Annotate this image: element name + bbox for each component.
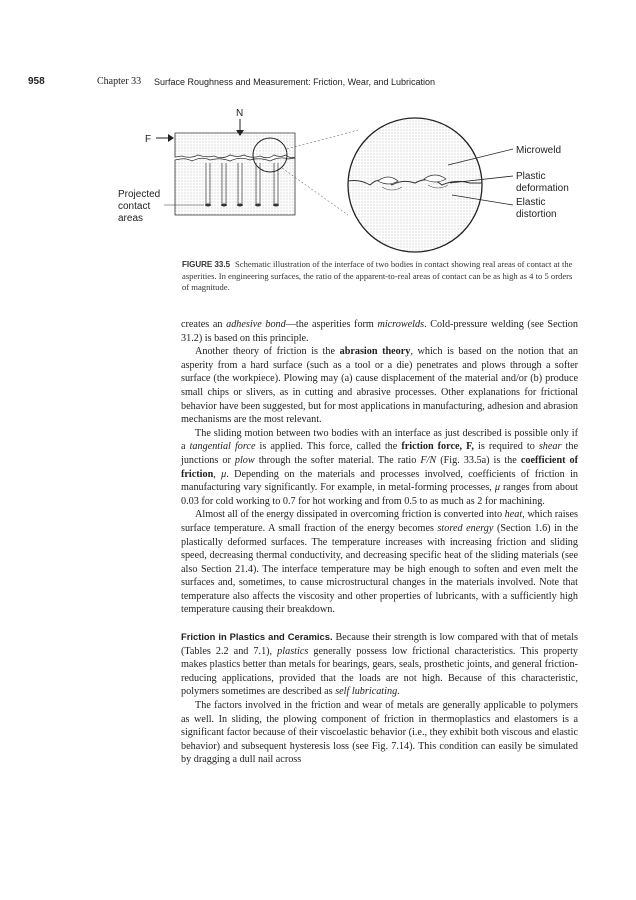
upper-body xyxy=(175,133,295,158)
section-heading: Friction in Plastics and Ceramics. xyxy=(181,631,333,643)
paragraph-3: The sliding motion between two bodies with an interface as just described is possible only if a tangential force is applied. This force, called the friction force, F, is required to shear the junctions or plow through the softer material. The ratio F/N (Fig. 33.5a) is the coefficient of friction, μ. Depending on the materials and processes involved, coefficients of friction in manufacturing vary significantly. For example, in metal-forming processes, μ ranges from about 0.03 for cold working to 0.7 for hot working and from 0.5 to as much as 2 for machining. xyxy=(181,427,579,507)
projected-label-1: Projected xyxy=(118,189,161,200)
lower-body xyxy=(175,158,295,215)
friction-force-label: F xyxy=(145,134,152,145)
paragraph-5-text: Because their strength is low compared with that of metals (Tables 2.2 and 7.1), plastics generally possess low frictional characteristics. This property makes plastics better than metals for bearings, gears, seals, prosthetic joints, and general friction-reducing applications, provided that the loads are not high. Because of this characteristic, polymers sometimes are described as self lubricating. xyxy=(181,632,579,698)
microweld-label: Microweld xyxy=(516,145,562,156)
normal-force-label: N xyxy=(236,108,244,119)
page-header xyxy=(28,76,608,87)
contact-interface-figure xyxy=(118,105,590,255)
page-number: 958 xyxy=(28,76,45,87)
running-title: Surface Roughness and Measurement: Friction, Wear, and Lubrication xyxy=(154,77,435,87)
elastic-label-1: Elastic xyxy=(516,197,546,208)
projected-label-3: areas xyxy=(118,213,144,224)
chapter-label: Chapter 33 xyxy=(97,76,142,87)
plastic-label-1: Plastic xyxy=(516,171,546,182)
paragraph-2: Another theory of friction is the abrasion theory, which is based on the notion that an asperity from a hard surface (such as a tool or a die) penetrates and plows through a softer surface (the workpiece). Plowing may (a) cause displacement of the material and/or (b) produce small chips or slivers, as in cutting and abrasive processes. Other explanations for frictional behavior have been suggested, but for most applications in manufacturing, adhesion and abrasion mechanisms are the most relevant. xyxy=(181,346,579,426)
plastic-label-2: deformation xyxy=(516,183,569,194)
paragraph-6: The factors involved in the friction and wear of metals are generally applicable to polymers as well. In sliding, the plowing component of friction in thermoplastics and elastomers is a significant factor because of their viscoelastic behavior (i.e., they exhibit both viscous and elastic behavior) and subsequent hysteresis loss (see Fig. 7.14). This condition can easily be simulated by dragging a dull nail across xyxy=(181,700,578,766)
body-text xyxy=(181,318,578,767)
caption-text: Schematic illustration of the interface of two bodies in contact showing real areas of contact at the asperities. In engineering surfaces, the ratio of the apparent-to-real areas of contact can be as high as 4 to 5 orders of magnitude. xyxy=(182,259,573,292)
elastic-label-2: distortion xyxy=(516,209,557,220)
magnified-circle xyxy=(348,118,482,252)
paragraph-4: Almost all of the energy dissipated in overcoming friction is converted into heat, which raises surface temperature. A small fraction of the energy becomes stored energy (Section 1.6) in the plastically deformed surfaces. The temperature increases with increasing friction and sliding speed, decreasing thermal conductivity, and decreasing specific heat of the sliding materials (see also Section 21.4). The interface temperature may be high enough to soften and even melt the surfaces and, sometimes, to cause microstructural changes in the materials involved. Note that temperature also affects the viscosity and other properties of lubricants, with a sufficiently high temperature causing their breakdown. xyxy=(181,509,579,616)
projected-label-2: contact xyxy=(118,201,151,212)
paragraph-1: creates an adhesive bond—the asperities form microwelds. Cold-pressure welding (see Section 31.2) is based on this principle. xyxy=(181,319,578,344)
figure-label: FIGURE 33.5 xyxy=(182,260,231,269)
paragraph-5 xyxy=(181,630,578,699)
figure-caption xyxy=(182,259,580,294)
